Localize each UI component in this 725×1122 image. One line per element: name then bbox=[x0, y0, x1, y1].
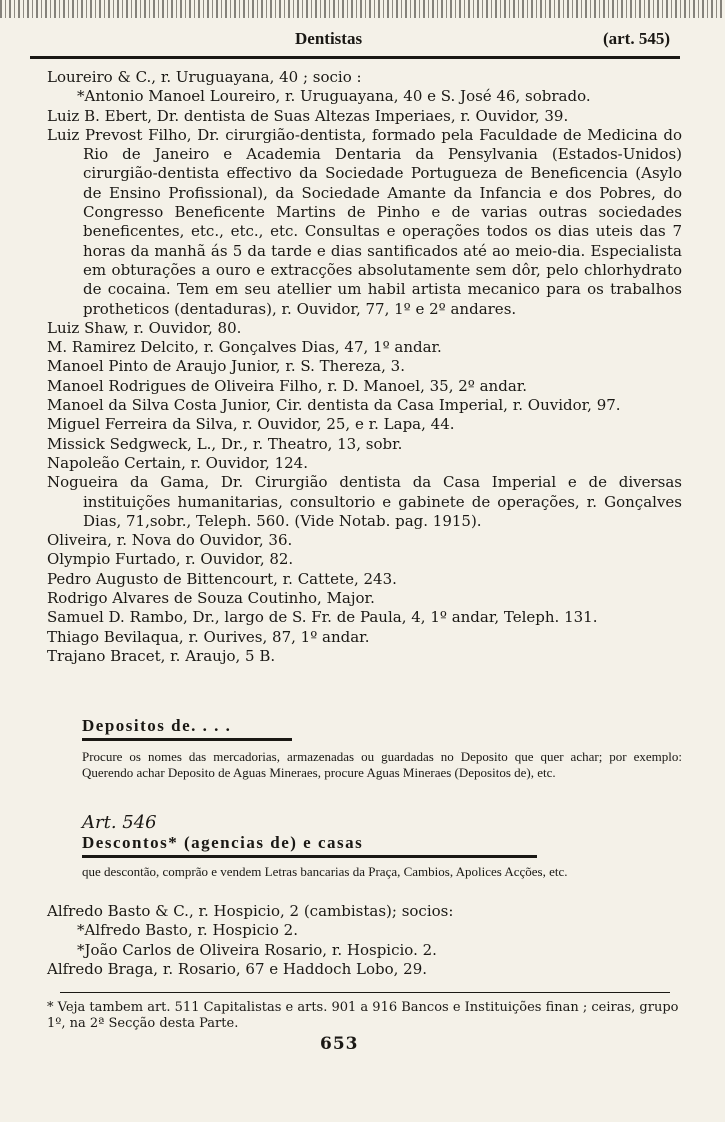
descontos-listing bbox=[47, 902, 682, 979]
header-title: Dentistas bbox=[295, 29, 363, 48]
list-entry: Miguel Ferreira da Silva, r. Ouvidor, 25, e r. Lapa, 44. bbox=[47, 415, 455, 434]
list-entry: Samuel D. Rambo, Dr., largo de S. Fr. de Paula, 4, 1º andar, Teleph. 131. bbox=[47, 608, 598, 627]
list-entry: Oliveira, r. Nova do Ouvidor, 36. bbox=[47, 531, 293, 550]
list-entry: Manoel Rodrigues de Oliveira Filho, r. D. Manoel, 35, 2º andar. bbox=[47, 376, 528, 395]
list-entry: Manoel da Silva Costa Junior, Cir. dentista da Casa Imperial, r. Ouvidor, 97. bbox=[47, 396, 621, 415]
list-entry: Loureiro & C., r. Uruguayana, 40 ; socio : bbox=[47, 68, 362, 86]
list-entry: Thiago Bevilaqua, r. Ourives, 87, 1º andar. bbox=[47, 627, 370, 646]
list-entry: Luiz B. Ebert, Dr. dentista de Suas Altezas Imperiaes, r. Ouvidor, 39. bbox=[47, 106, 569, 125]
list-entry: Nogueira da Gama, Dr. Cirurgião dentista da Casa Imperial e de diversas instituições humanitarias, consultorio e gabinete de operações, r. Gonçalves Dias, 71,sobr., Teleph. 560. (Vide Notab. pag. 1915). bbox=[47, 473, 682, 530]
list-entry: Luiz Shaw, r. Ouvidor, 80. bbox=[47, 318, 242, 337]
list-entry: Pedro Augusto de Bittencourt, r. Cattete, 243. bbox=[47, 569, 397, 588]
section-title-rule bbox=[82, 855, 537, 858]
section-text: que descontão, comprão e vendem Letras bancarias da Praça, Cambios, Apolices Acções, etc. bbox=[82, 864, 568, 879]
article-number: Art. 546 bbox=[82, 812, 157, 833]
list-entry: M. Ramirez Delcito, r. Gonçalves Dias, 47, 1º andar. bbox=[47, 338, 442, 357]
list-entry: Alfredo Braga, r. Rosario, 67 e Haddoch Lobo, 29. bbox=[47, 959, 428, 978]
list-entry: Olympio Furtado, r. Ouvidor, 82. bbox=[47, 550, 294, 569]
footnote-rule bbox=[60, 992, 670, 993]
section-text: Procure os nomes das mercadorias, armazenadas ou guardadas no Deposito que quer achar; por exemplo: Querendo achar Deposito de Aguas Mineraes, procure Aguas Mineraes (Depositos de), etc. bbox=[82, 749, 682, 780]
section-title-rule bbox=[82, 738, 292, 741]
list-entry: Alfredo Basto & C., r. Hospicio, 2 (cambistas); socios: bbox=[47, 902, 454, 920]
section-title: Descontos* (agencias de) e casas bbox=[82, 833, 364, 852]
header-rule bbox=[30, 56, 680, 59]
footnote: * Veja tambem art. 511 Capitalistas e arts. 901 a 916 Bancos e Instituições finan ; ceiras, grupo 1º, na 2ª Secção desta Parte. bbox=[47, 1000, 679, 1031]
header-article-number: (art. 545) bbox=[602, 29, 670, 48]
list-entry: Luiz Prevost Filho, Dr. cirurgião-dentista, formado pela Faculdade de Medicina do Rio de Janeiro e Academia Dentaria da Pensylvania (Estados-Unidos) cirurgião-dentista effectivo da Sociedade Portugueza de Beneficencia (Asylo de Ensino Profissional), da Sociedade Amante da Infancia e dos Pobres, do Congresso Beneficente Martins de Pinho e de varias outras sociedades beneficentes, etc., etc., etc. Consultas e operações todos os dias uteis das 7 horas da manhã ás 5 da tarde e dias santificados até ao meio-dia. Especialista em obturações a ouro e extracções absolutamente sem dôr, pelo chlorhydrato de cocaina. Tem em seu atellier um habil artista mecanico para os trabalhos protheticos (dentaduras), r. Ouvidor, 77, 1º e 2º andares. bbox=[47, 125, 682, 318]
list-entry: Trajano Bracet, r. Araujo, 5 B. bbox=[47, 646, 276, 665]
list-entry: Manoel Pinto de Araujo Junior, r. S. Thereza, 3. bbox=[47, 357, 405, 376]
list-subentry: *Alfredo Basto, r. Hospicio 2. bbox=[77, 921, 298, 940]
descontos-section bbox=[82, 812, 682, 880]
list-entry: Missick Sedgweck, L., Dr., r. Theatro, 13, sobr. bbox=[47, 434, 403, 453]
list-subentry: *Antonio Manoel Loureiro, r. Uruguayana, 40 e S. José 46, sobrado. bbox=[77, 87, 591, 106]
section-title: Depositos de. . . . bbox=[82, 716, 232, 735]
running-header bbox=[40, 27, 680, 53]
dentists-listing bbox=[47, 68, 682, 666]
depositos-section bbox=[82, 716, 682, 781]
list-subentry: *João Carlos de Oliveira Rosario, r. Hospicio. 2. bbox=[77, 940, 437, 959]
scan-edge-noise bbox=[0, 0, 725, 18]
list-entry: Rodrigo Alvares de Souza Coutinho, Major. bbox=[47, 589, 375, 608]
list-entry: Napoleão Certain, r. Ouvidor, 124. bbox=[47, 453, 308, 472]
page-number: 653 bbox=[320, 1034, 359, 1054]
